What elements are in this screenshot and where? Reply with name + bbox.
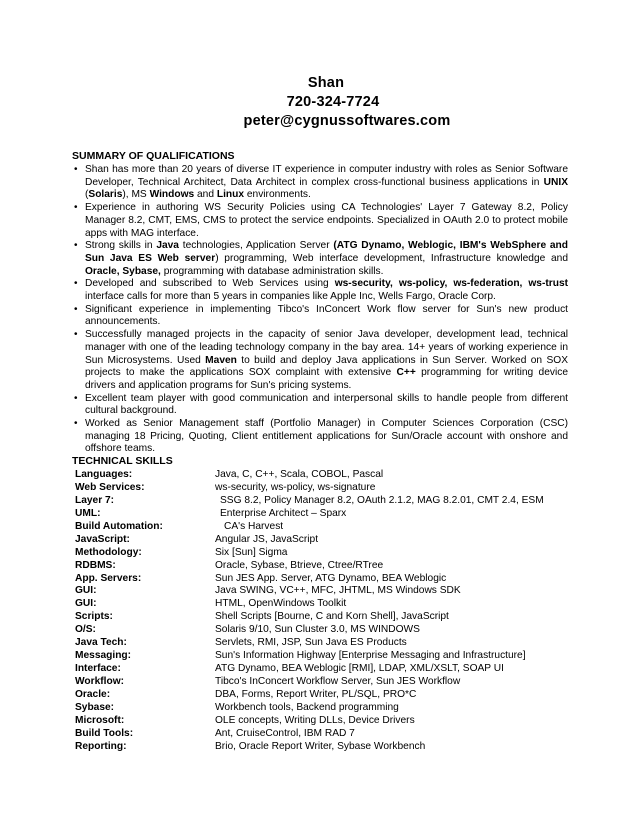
skill-label: Oracle: [75,688,111,700]
bullet-bold-text: Linux [216,189,245,201]
skill-label: GUI: [75,585,97,597]
skill-row [72,507,572,520]
skill-value: Solaris 9/10, Sun Cluster 3.0, MS WINDOWS [215,624,420,636]
skill-value: Brio, Oracle Report Writer, Sybase Workbench [215,740,426,752]
skill-row [72,494,572,507]
bullet-bold-text: ws-security, ws-policy, ws-federation, ws-trust [334,278,569,290]
skill-row [72,701,572,714]
bullet-bold-text: Maven [205,354,237,366]
skill-row [72,636,572,649]
bullet-bold-text: C++ [396,367,416,379]
summary-bullet [72,164,568,202]
bullet-text: interface calls for more than 5 years in companies like Apple Inc, Wells Fargo, Oracle Corp. [85,291,496,303]
skill-row [72,649,572,662]
skill-row [72,714,572,727]
skill-value: Angular JS, JavaScript [215,533,319,545]
skill-row [72,468,572,481]
skill-label: Messaging: [75,650,132,662]
skill-row [72,623,572,636]
bullet-text: Worked as Senior Management staff (Portfolio Manager) in Computer Sciences Corporation (CSC) managing 18 Pricing, Quoting, Client entitlement applications for Sun/Oracle account with onshore and offshore teams. [85,418,568,455]
skill-label: Methodology: [75,546,142,558]
bullet-icon: • [74,329,78,341]
summary-list [72,164,568,456]
skill-row [72,688,572,701]
summary-bullet [72,202,568,240]
bullet-icon: • [74,202,78,214]
skill-value: Shell Scripts [Bourne, C and Korn Shell], JavaScript [215,611,449,623]
skill-label: Microsoft: [75,714,125,726]
skill-row [72,572,572,585]
skill-value: SSG 8.2, Policy Manager 8.2, OAuth 2.1.2, MAG 8.2.01, CMT 2.4, ESM [220,494,544,506]
skill-label: RDBMS: [75,559,116,571]
skill-row [72,740,572,753]
skill-value: DBA, Forms, Report Writer, PL/SQL, PRO*C [215,688,417,700]
bullet-text: Shan has more than 20 years of diverse IT experience in computer industry with roles as Senior Software Developer, Technical Architect, Data Architect in complex cross-functional business applications in [85,164,568,188]
technical-skills-section [72,455,572,753]
bullet-icon: • [74,303,78,315]
bullet-text: programming with database administration skills. [160,265,384,277]
skill-label: JavaScript: [75,533,130,545]
bullet-text: Excellent team player with good communication and interpersonal skills to handle people from different cultural background. [85,392,568,417]
bullet-text: ), MS [122,189,150,201]
skill-value: Ant, CruiseControl, IBM RAD 7 [215,727,355,739]
skill-value: Workbench tools, Backend programming [215,701,399,713]
summary-bullet [72,304,568,329]
bullet-text: to build and deploy Java applications in Sun Server. Worked on SOX projects to make the applications SOX complaint with extensive [85,354,568,379]
summary-bullet [72,418,568,456]
skill-value: ATG Dynamo, BEA Weblogic [RMI], LDAP, XML/XSLT, SOAP UI [215,663,504,675]
skill-row [72,520,572,533]
bullet-text: technologies, Application Server [178,240,334,252]
skill-label: Reporting: [75,740,127,752]
bullet-text: Strong skills in [85,240,157,252]
skill-label: Workflow: [75,676,125,687]
bullet-text: and [194,189,217,201]
bullet-text: Significant experience in implementing Tibco's InConcert Work flow server for Sun's new product announcements. [85,303,568,328]
bullet-icon: • [74,164,78,175]
summary-bullet [72,240,568,278]
skill-row [72,610,572,623]
bullet-icon: • [74,418,78,430]
skill-label: Java Tech: [75,637,127,649]
bullet-bold-text: (ATG Dynamo, Weblogic, IBM's WebSphere and Sun Java ES Web server [85,240,568,264]
skill-row [72,533,572,546]
bullet-text: Developed and subscribed to Web Services using [85,278,335,290]
candidate-email: peter@cygnussoftwares.com [243,113,451,129]
skill-row [72,584,572,597]
skills-table [72,468,572,753]
bullet-text: Successfully managed projects in the capacity of senior Java developer, development lead, technical manager with one of the leading technology company in the bay area. 14+ years of working experience in Sun Microsystems. Used [85,329,568,366]
bullet-text: environments. [244,189,311,201]
skill-value: Java SWING, VC++, MFC, JHTML, MS Windows SDK [215,585,461,597]
skill-value: Java, C, C++, Scala, COBOL, Pascal [215,469,384,480]
bullet-bold-text: Solaris [88,189,123,201]
bullet-text: ( [85,189,89,201]
skill-label: GUI: [75,598,97,610]
skill-value: OLE concepts, Writing DLLs, Device Drivers [215,714,415,726]
skill-value: Oracle, Sybase, Btrieve, Ctree/RTree [215,559,384,571]
bullet-icon: • [74,240,78,252]
bullet-bold-text: Windows [149,189,195,201]
skill-row [72,662,572,675]
skill-row [72,546,572,559]
skill-row [72,675,572,688]
bullet-icon: • [74,278,78,290]
candidate-name: Shan [307,75,345,91]
skill-value: HTML, OpenWindows Toolkit [215,598,347,610]
skill-label: Interface: [75,663,121,675]
skill-label: Sybase: [75,701,115,713]
skill-label: Layer 7: [75,494,115,506]
skill-value: CA's Harvest [224,520,284,532]
skill-value: ws-security, ws-policy, ws-signature [215,481,376,493]
skill-value: Enterprise Architect – Sparx [220,507,347,519]
skill-label: App. Servers: [75,572,142,584]
summary-section [72,150,568,456]
skill-label: O/S: [75,624,96,636]
bullet-text: ) programming, Web interface development, Infrastructure knowledge and [215,252,568,264]
summary-bullet [72,393,568,418]
skill-label: UML: [75,507,101,519]
candidate-phone: 720-324-7724 [286,94,380,110]
resume-header [0,74,638,131]
bullet-bold-text: Oracle, Sybase, [85,265,161,277]
bullet-icon: • [74,392,78,404]
skill-label: Scripts: [75,611,113,623]
technical-skills-heading: TECHNICAL SKILLS [72,455,173,467]
bullet-bold-text: UNIX [543,176,568,188]
skill-value: Servlets, RMI, JSP, Sun Java ES Products [215,637,407,649]
summary-bullet [72,278,568,303]
bullet-text: Experience in authoring WS Security Policies using CA Technologies' Layer 7 Gateway 8.2, Policy Manager 8.2, CMT, EMS, CMS to protect the service endpoints. Specialized in OAuth 2.0 to protect mobile apps with MAG interface. [85,202,568,239]
skill-row [72,481,572,494]
skill-label: Build Tools: [75,727,134,739]
skill-value: Tibco's InConcert Workflow Server, Sun JES Workflow [215,676,461,687]
bullet-text: programming for writing device drivers and application programs for Sun's pricing systems. [85,367,568,391]
skill-value: Six [Sun] Sigma [215,546,288,558]
skill-row [72,727,572,740]
skill-value: Sun's Information Highway [Enterprise Messaging and Infrastructure] [215,650,526,662]
summary-bullet [72,329,568,393]
skill-value: Sun JES App. Server, ATG Dynamo, BEA Weblogic [215,572,447,584]
skill-label: Web Services: [75,481,145,493]
summary-heading: SUMMARY OF QUALIFICATIONS [72,150,235,162]
skill-row [72,559,572,572]
skill-label: Languages: [75,469,133,480]
skill-label: Build Automation: [75,520,163,532]
bullet-bold-text: Java [156,240,179,252]
skill-row [72,597,572,610]
